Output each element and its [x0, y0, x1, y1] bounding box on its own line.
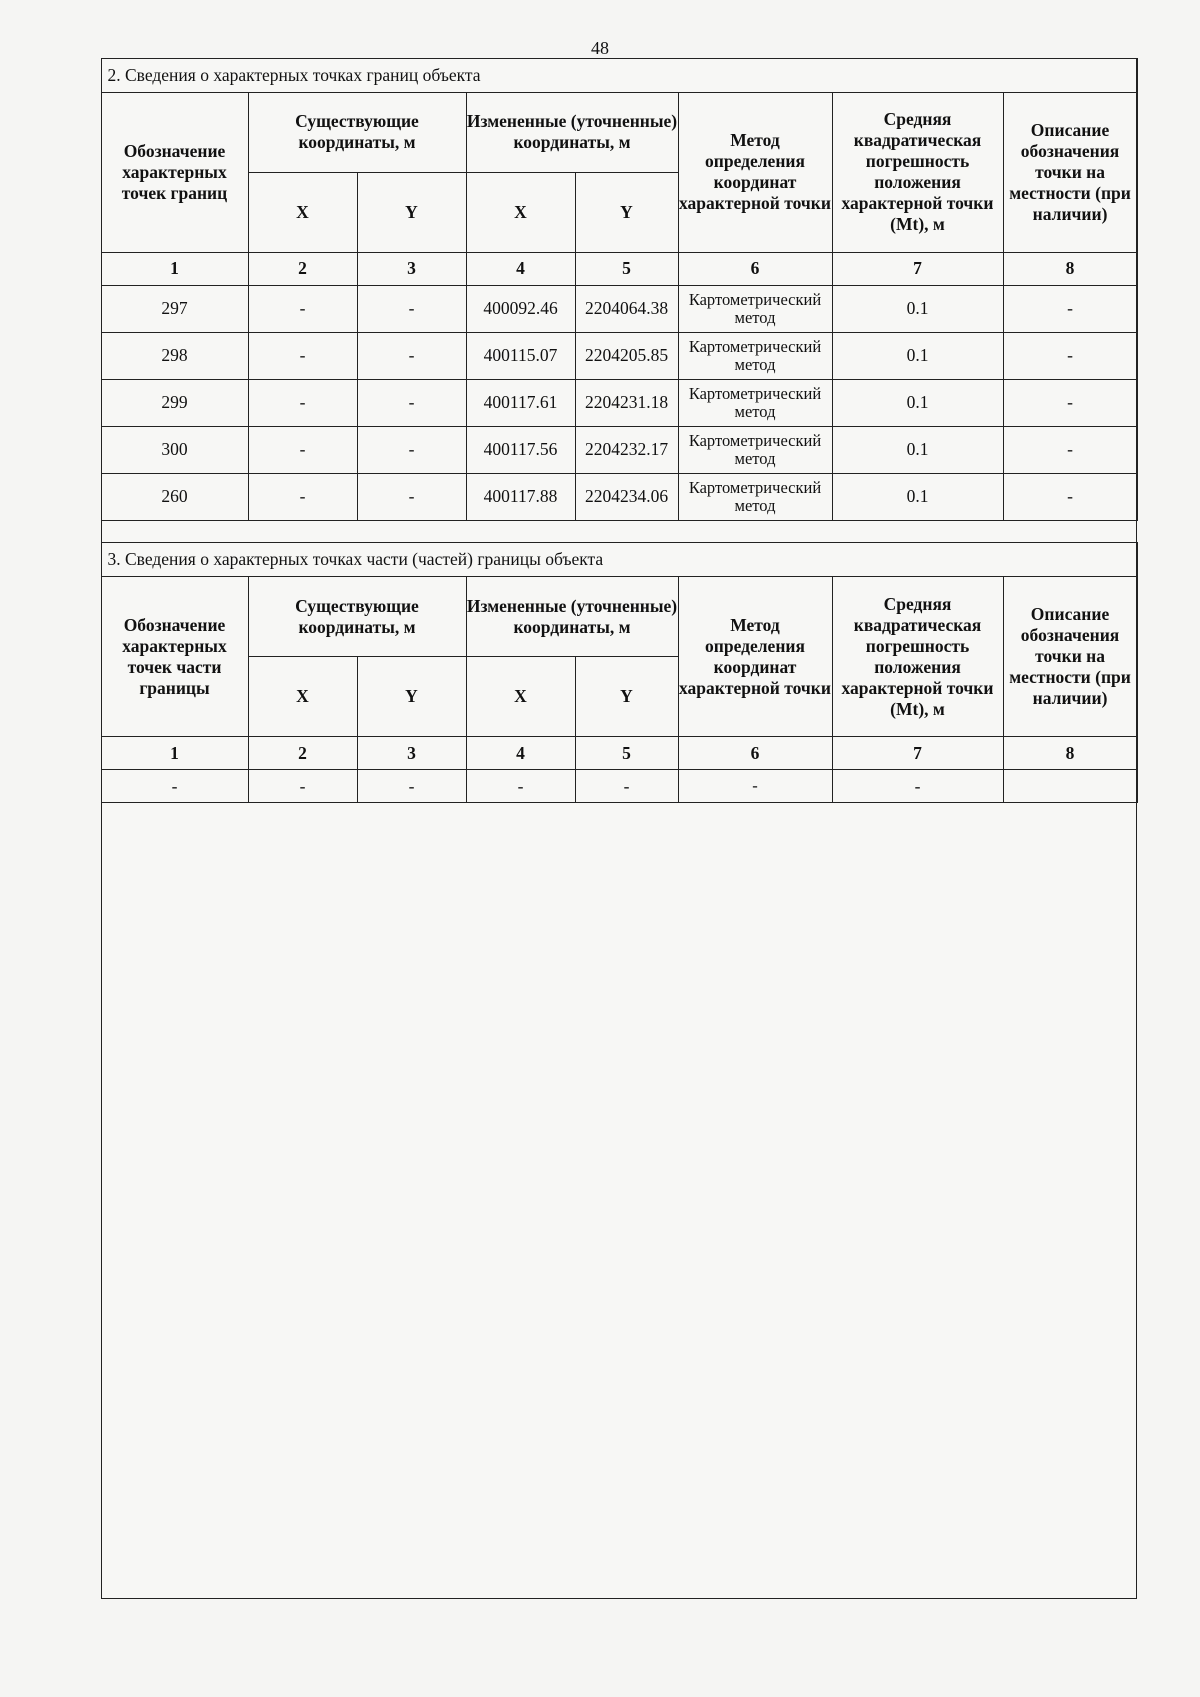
- column-number: 7: [832, 252, 1003, 285]
- mean-error-cell: 0.1: [832, 285, 1003, 332]
- column-number-row: [101, 737, 1137, 770]
- section-3-title: 3. Сведения о характерных точках части (частей) границы объекта: [101, 543, 1137, 577]
- method-cell: Картометрический метод: [678, 285, 832, 332]
- existing-x-cell: -: [248, 379, 357, 426]
- description-cell: -: [1003, 285, 1137, 332]
- existing-x-cell: -: [248, 332, 357, 379]
- document-frame: [101, 58, 1137, 1599]
- mean-error-cell: 0.1: [832, 426, 1003, 473]
- existing-y-cell: -: [357, 379, 466, 426]
- column-number-row: [101, 252, 1137, 285]
- boundary-points-table: [101, 58, 1138, 521]
- point-number-cell: -: [101, 770, 248, 803]
- method-cell: Картометрический метод: [678, 379, 832, 426]
- header-existing-y: Y: [357, 657, 466, 737]
- changed-x-cell: 400092.46: [466, 285, 575, 332]
- point-number-cell: 297: [101, 285, 248, 332]
- column-number: 5: [575, 252, 678, 285]
- method-cell: -: [678, 770, 832, 803]
- point-number-cell: 299: [101, 379, 248, 426]
- point-number-cell: 298: [101, 332, 248, 379]
- column-number: 1: [101, 737, 248, 770]
- column-number: 6: [678, 252, 832, 285]
- column-number: 2: [248, 737, 357, 770]
- column-number: 7: [832, 737, 1003, 770]
- table-row: [101, 426, 1137, 473]
- header-changed-y: Y: [575, 657, 678, 737]
- changed-x-cell: -: [466, 770, 575, 803]
- changed-y-cell: 2204231.18: [575, 379, 678, 426]
- description-cell: [1003, 770, 1137, 803]
- column-number: 5: [575, 737, 678, 770]
- description-cell: -: [1003, 379, 1137, 426]
- point-number-cell: 260: [101, 473, 248, 520]
- column-number: 3: [357, 252, 466, 285]
- header-description: Описание обозначения точки на местности (при наличии): [1003, 92, 1137, 252]
- header-existing-coords: Существующие координаты, м: [248, 577, 466, 657]
- header-changed-y: Y: [575, 172, 678, 252]
- header-method: Метод определения координат характерной точки: [678, 577, 832, 737]
- existing-y-cell: -: [357, 770, 466, 803]
- point-number-cell: 300: [101, 426, 248, 473]
- header-changed-coords: Измененные (уточненные) координаты, м: [466, 92, 678, 172]
- header-changed-x: X: [466, 172, 575, 252]
- changed-y-cell: 2204234.06: [575, 473, 678, 520]
- header-existing-coords: Существующие координаты, м: [248, 92, 466, 172]
- existing-y-cell: -: [357, 426, 466, 473]
- changed-x-cell: 400117.56: [466, 426, 575, 473]
- table-row: [101, 379, 1137, 426]
- changed-y-cell: 2204232.17: [575, 426, 678, 473]
- header-mean-error: Средняя квадратическая погрешность положения характерной точки (Mt), м: [832, 577, 1003, 737]
- changed-y-cell: 2204205.85: [575, 332, 678, 379]
- changed-x-cell: 400117.88: [466, 473, 575, 520]
- existing-y-cell: -: [357, 285, 466, 332]
- column-number: 8: [1003, 737, 1137, 770]
- existing-x-cell: -: [248, 770, 357, 803]
- method-cell: Картометрический метод: [678, 426, 832, 473]
- existing-x-cell: -: [248, 426, 357, 473]
- table-row: [101, 332, 1137, 379]
- description-cell: -: [1003, 473, 1137, 520]
- header-changed-coords: Измененные (уточненные) координаты, м: [466, 577, 678, 657]
- changed-x-cell: 400115.07: [466, 332, 575, 379]
- changed-y-cell: 2204064.38: [575, 285, 678, 332]
- header-designation: Обозначение характерных точек части границы: [101, 577, 248, 737]
- changed-x-cell: 400117.61: [466, 379, 575, 426]
- description-cell: -: [1003, 332, 1137, 379]
- page-number: 48: [591, 38, 609, 58]
- description-cell: -: [1003, 426, 1137, 473]
- method-cell: Картометрический метод: [678, 473, 832, 520]
- column-number: 3: [357, 737, 466, 770]
- column-number: 4: [466, 737, 575, 770]
- part-boundary-points-table: [101, 542, 1138, 803]
- header-existing-x: X: [248, 657, 357, 737]
- column-number: 1: [101, 252, 248, 285]
- existing-x-cell: -: [248, 285, 357, 332]
- column-number: 4: [466, 252, 575, 285]
- mean-error-cell: 0.1: [832, 332, 1003, 379]
- method-cell: Картометрический метод: [678, 332, 832, 379]
- column-number: 6: [678, 737, 832, 770]
- column-number: 2: [248, 252, 357, 285]
- header-existing-y: Y: [357, 172, 466, 252]
- header-mean-error: Средняя квадратическая погрешность положения характерной точки (Mt), м: [832, 92, 1003, 252]
- header-designation: Обозначение характерных точек границ: [101, 92, 248, 252]
- changed-y-cell: -: [575, 770, 678, 803]
- header-existing-x: X: [248, 172, 357, 252]
- mean-error-cell: 0.1: [832, 473, 1003, 520]
- mean-error-cell: 0.1: [832, 379, 1003, 426]
- existing-x-cell: -: [248, 473, 357, 520]
- existing-y-cell: -: [357, 332, 466, 379]
- header-description: Описание обозначения точки на местности (при наличии): [1003, 577, 1137, 737]
- section-2-title: 2. Сведения о характерных точках границ объекта: [101, 58, 1137, 92]
- column-number: 8: [1003, 252, 1137, 285]
- table-row: [101, 770, 1137, 803]
- table-row: [101, 285, 1137, 332]
- mean-error-cell: -: [832, 770, 1003, 803]
- table-row: [101, 473, 1137, 520]
- header-changed-x: X: [466, 657, 575, 737]
- header-method: Метод определения координат характерной точки: [678, 92, 832, 252]
- existing-y-cell: -: [357, 473, 466, 520]
